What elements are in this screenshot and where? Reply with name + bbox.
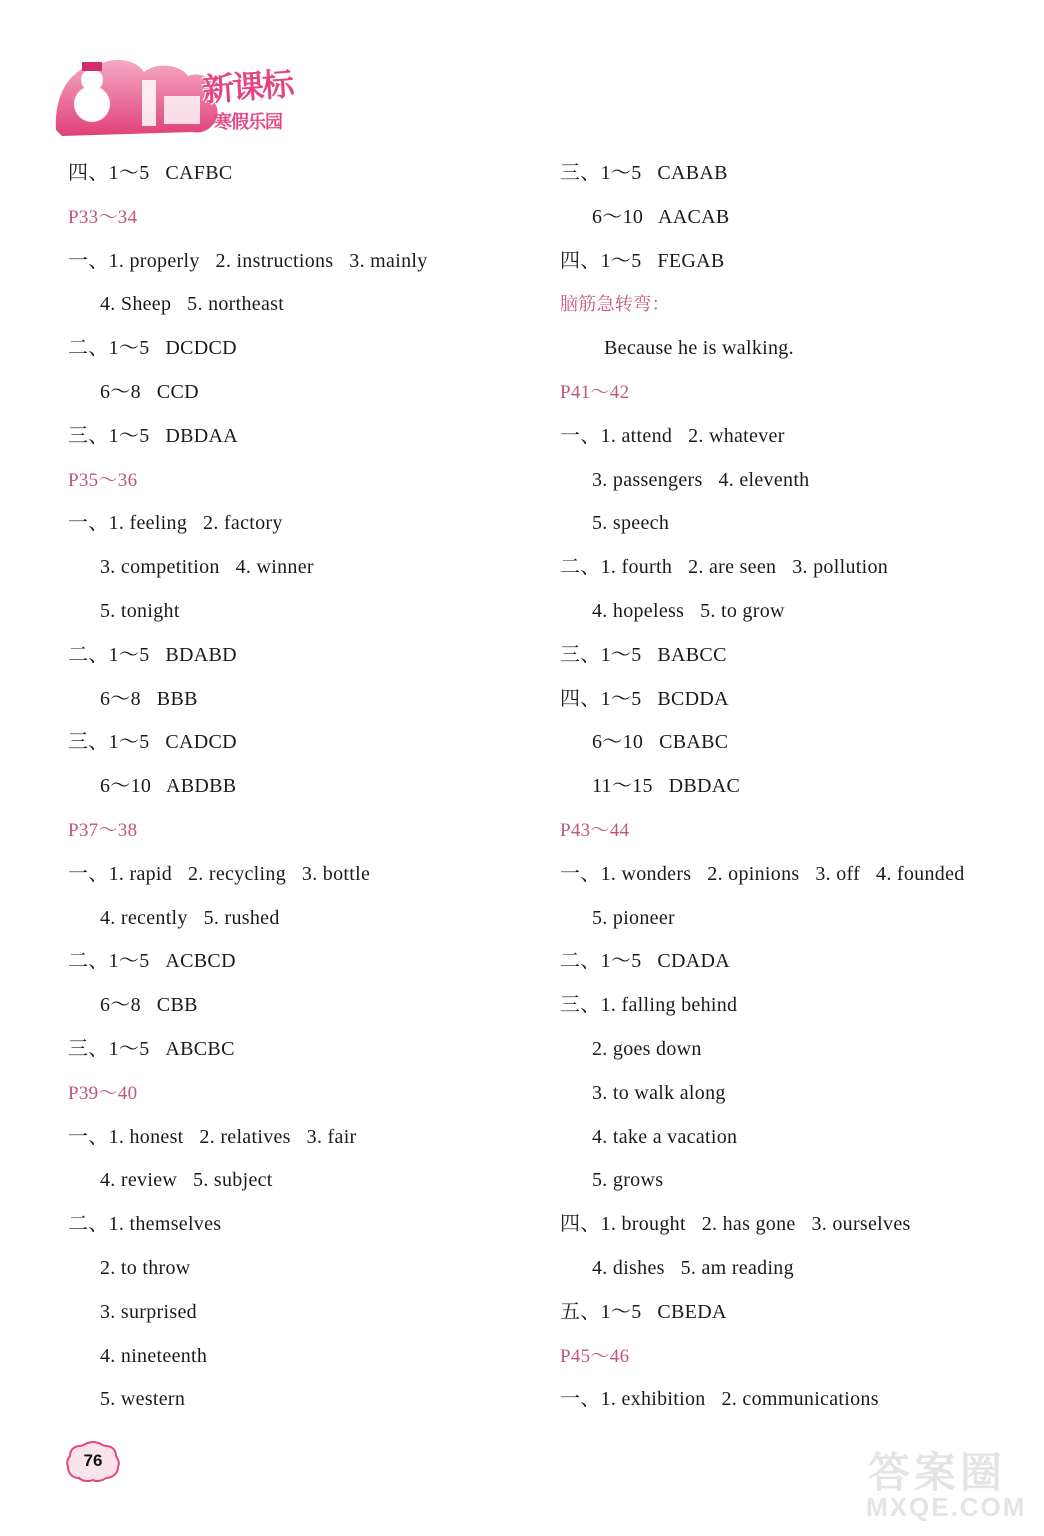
page-range-heading: P41～42 <box>560 381 630 403</box>
answer-line: 4. nineteenth <box>100 1344 208 1367</box>
answer-line: 二、1. fourth 2. are seen 3. pollution <box>560 556 889 579</box>
left-answer-column <box>68 152 518 1422</box>
answer-line: 三、1～5 BABCC <box>560 643 727 666</box>
answer-line: 5. pioneer <box>592 906 675 929</box>
answer-line: 三、1～5 DBDAA <box>68 424 239 447</box>
answer-line: 4. dishes 5. am reading <box>592 1256 794 1279</box>
page-range-heading: P45～46 <box>560 1345 630 1367</box>
answer-line: 二、1～5 ACBCD <box>68 950 236 973</box>
answer-line: 三、1. falling behind <box>560 994 738 1017</box>
answer-line: 二、1. themselves <box>68 1213 222 1236</box>
answer-line: 4. take a vacation <box>592 1125 738 1148</box>
answer-line: 一、1. wonders 2. opinions 3. off 4. founded <box>560 862 965 885</box>
answer-line: 4. review 5. subject <box>100 1169 273 1192</box>
answer-line: 三、1～5 CABAB <box>560 162 728 184</box>
logo-title: 新课标 <box>200 64 294 110</box>
answer-line: 6～10 ABDBB <box>100 775 237 798</box>
answer-line: 6～10 CBABC <box>592 731 729 754</box>
answer-line: 三、1～5 CADCD <box>68 731 237 754</box>
answer-line: 3. passengers 4. eleventh <box>592 468 810 491</box>
answer-line: 3. to walk along <box>592 1081 726 1104</box>
answer-line: 一、1. properly 2. instructions 3. mainly <box>68 249 428 272</box>
answer-line: 6～8 BBB <box>100 687 198 710</box>
answer-line: 四、1～5 BCDDA <box>560 687 729 710</box>
answer-line: 二、1～5 DCDCD <box>68 337 237 360</box>
answer-line: 一、1. honest 2. relatives 3. fair <box>68 1125 357 1148</box>
right-answer-column <box>560 152 1030 1422</box>
page-range-heading: P43～44 <box>560 819 630 841</box>
answer-line: 5. grows <box>592 1169 664 1192</box>
watermark-top-text: 答案圈 <box>868 1448 1007 1497</box>
page-range-heading: P39～40 <box>68 1082 138 1104</box>
riddle-answer: Because he is walking. <box>604 337 794 360</box>
answer-line: 一、1. exhibition 2. communications <box>560 1388 879 1411</box>
answer-line: 3. surprised <box>100 1300 197 1323</box>
answer-line: 一、1. feeling 2. factory <box>68 512 283 535</box>
page-range-heading: P35～36 <box>68 469 138 491</box>
answer-line: 4. recently 5. rushed <box>100 906 280 929</box>
answer-line: 2. goes down <box>592 1037 702 1060</box>
answer-line: 二、1～5 BDABD <box>68 643 237 666</box>
answer-line: 二、1～5 CDADA <box>560 950 731 973</box>
answer-line: 四、1. brought 2. has gone 3. ourselves <box>560 1213 911 1236</box>
answer-line: 4. Sheep 5. northeast <box>100 293 285 316</box>
answer-line: 五、1～5 CBEDA <box>560 1300 727 1323</box>
answer-line: 4. hopeless 5. to grow <box>592 599 785 622</box>
answer-line: 5. tonight <box>100 599 180 622</box>
watermark <box>862 1440 1032 1528</box>
answer-line: 6～8 CCD <box>100 380 199 403</box>
page-number-text: 76 <box>83 1451 103 1470</box>
answer-line: 3. competition 4. winner <box>100 556 314 579</box>
logo-subtitle: 寒假乐园 <box>214 112 282 133</box>
answer-line: 一、1. attend 2. whatever <box>560 424 785 447</box>
answer-line: 四、1～5 FEGAB <box>560 249 725 272</box>
answer-line: 6～10 AACAB <box>592 205 730 228</box>
answer-line: 11～15 DBDAC <box>592 775 741 798</box>
answer-line: 四、1～5 CAFBC <box>68 162 233 184</box>
riddle-heading: 脑筋急转弯： <box>560 294 670 315</box>
answer-line: 6～8 CBB <box>100 994 198 1017</box>
answer-line: 5. western <box>100 1388 186 1411</box>
page-range-heading: P37～38 <box>68 819 138 841</box>
answer-line: 三、1～5 ABCBC <box>68 1037 235 1060</box>
answer-line: 一、1. rapid 2. recycling 3. bottle <box>68 862 371 885</box>
watermark-bottom-text: MXQE.COM <box>866 1492 1027 1522</box>
answer-line: 5. speech <box>592 512 670 535</box>
header-logo <box>52 52 332 142</box>
page-range-heading: P33～34 <box>68 206 138 228</box>
answer-line: 2. to throw <box>100 1256 191 1279</box>
page-number-badge <box>66 1440 120 1482</box>
